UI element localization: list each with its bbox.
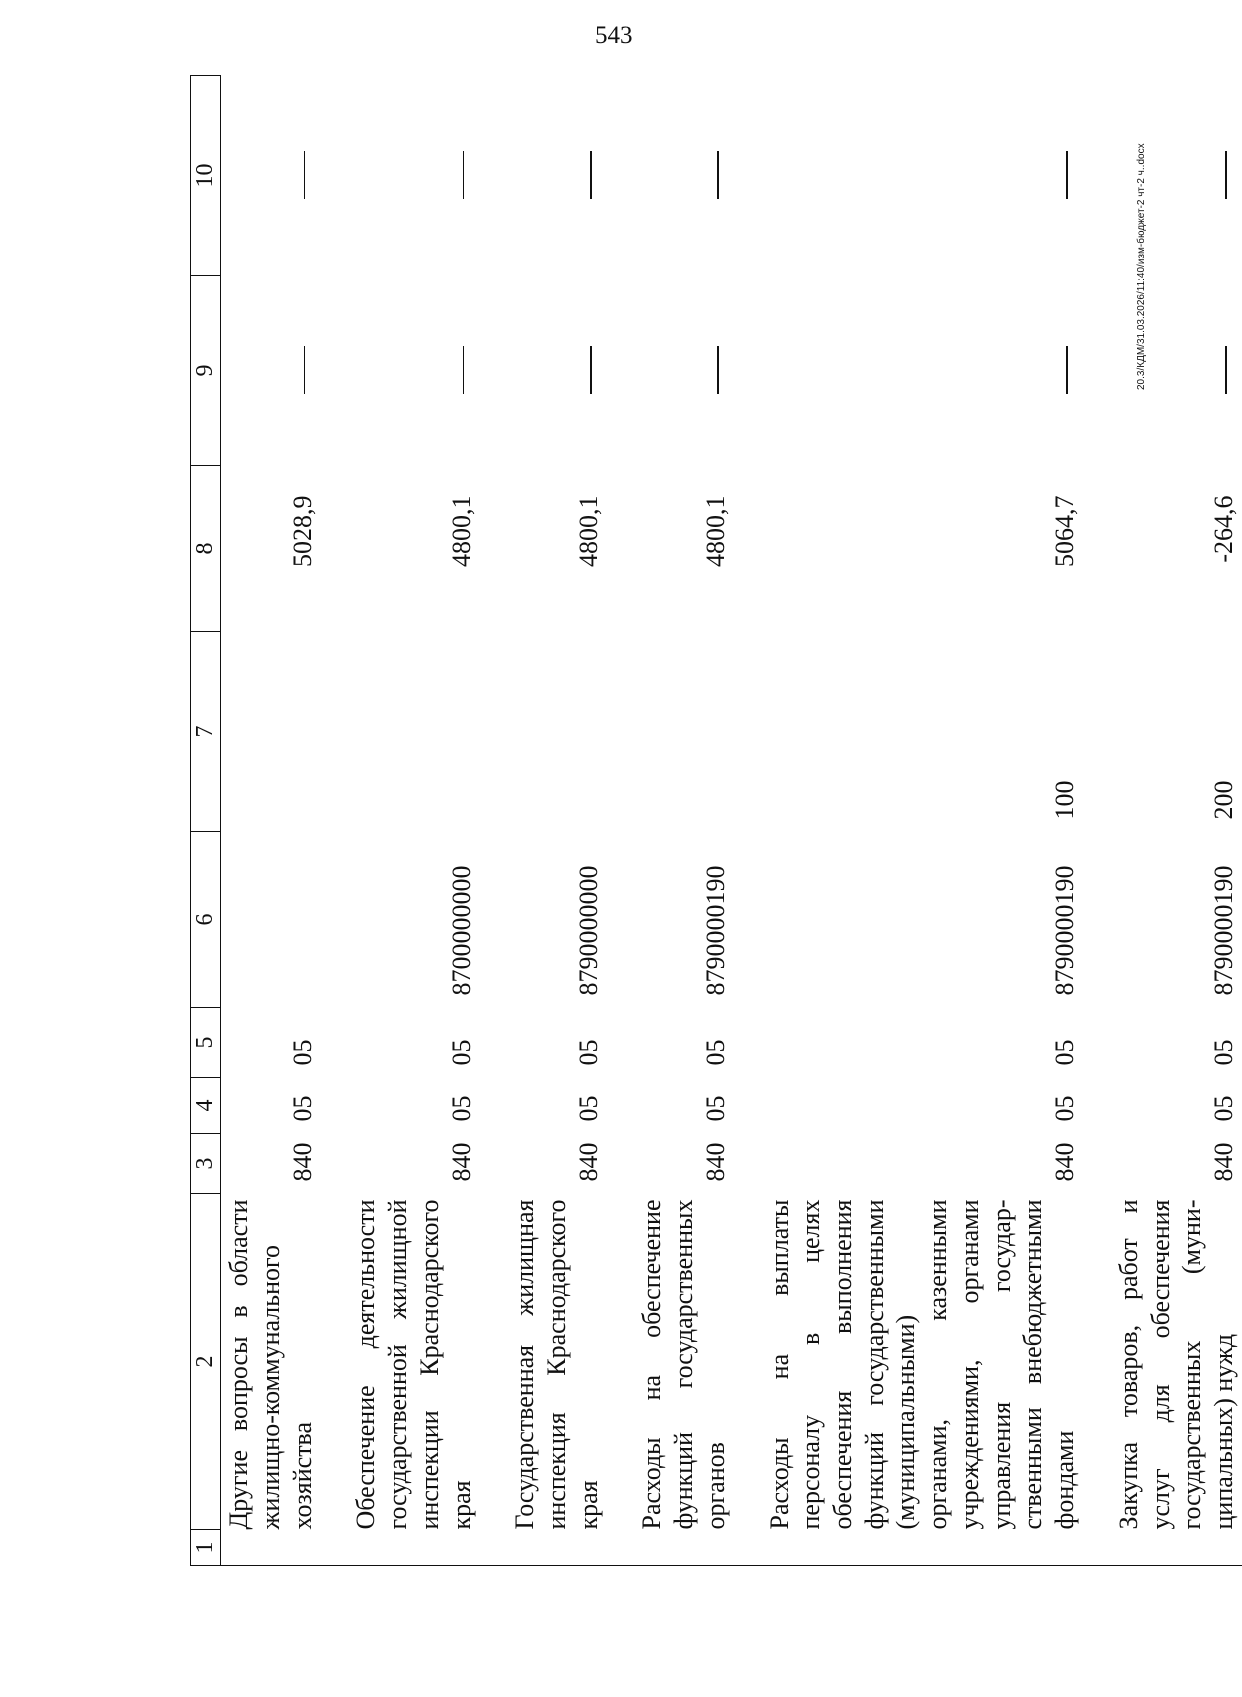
page-number: 543 xyxy=(595,22,633,49)
row-spacer xyxy=(320,76,348,1566)
header-cell-6: 6 xyxy=(191,832,221,1008)
row-expense-type-cell xyxy=(634,632,733,832)
row-name-cell: Расходы на обеспечение функций государственных органов xyxy=(637,1199,730,1530)
row-chapter-cell: 840 xyxy=(1050,1142,1080,1182)
table-row xyxy=(1111,76,1242,1566)
row-section-cell: 05 xyxy=(1050,1095,1080,1122)
dash-mark xyxy=(463,347,465,395)
row-name-cell: Обеспечение деятельности государственной жилищной инспекции Краснодарского края xyxy=(351,1199,476,1530)
row-expense-type-cell xyxy=(348,632,479,832)
table-row xyxy=(762,76,1083,1566)
document-footer-code: 20.3/КДМ/31.03.2026/11:40/изм-бюджет-2 чт-2 ч..docx xyxy=(1136,143,1147,390)
dash-mark xyxy=(304,347,306,395)
row-name-cell: Государственная жилищная инспекция Краснодарского края xyxy=(510,1199,603,1530)
row-col10-cell xyxy=(762,76,1083,276)
row-amount-cell: 4800,1 xyxy=(446,495,476,567)
header-cell-8: 8 xyxy=(191,466,221,632)
table-body xyxy=(221,76,1242,1566)
row-col9-cell xyxy=(762,276,1083,466)
dash-mark xyxy=(1066,347,1068,395)
header-cell-7: 7 xyxy=(191,632,221,832)
budget-table xyxy=(190,75,1242,1566)
row-col1-cell xyxy=(507,1530,606,1566)
row-amount-cell: -264,6 xyxy=(1208,495,1238,563)
row-subsection-cell: 05 xyxy=(573,1039,603,1066)
table-row xyxy=(634,76,733,1566)
row-name-cell: Расходы на выплаты персоналу в целях обеспечения выполнения функций государственными (муниципальными) органами, казенными учреждениями, органами управления государственными внебюджетными фондами xyxy=(764,1199,1080,1530)
row-col10-cell xyxy=(507,76,606,276)
header-cell-9: 9 xyxy=(191,276,221,466)
row-chapter-cell: 840 xyxy=(446,1142,476,1182)
row-name-cell: Другие вопросы в области жилищно-коммунального хозяйства xyxy=(224,1199,317,1530)
row-subsection-cell: 05 xyxy=(1050,1039,1080,1066)
row-chapter-cell: 840 xyxy=(573,1142,603,1182)
row-expense-type-cell xyxy=(221,632,321,832)
row-target-article-cell: 8790000190 xyxy=(1208,865,1238,996)
row-target-article-cell: 8790000000 xyxy=(573,865,603,996)
dash-mark xyxy=(304,152,306,200)
row-section-cell: 05 xyxy=(287,1095,317,1122)
row-section-cell: 05 xyxy=(446,1095,476,1122)
header-cell-1: 1 xyxy=(191,1530,221,1566)
row-col1-cell xyxy=(348,1530,479,1566)
dash-mark xyxy=(463,152,465,200)
row-subsection-cell: 05 xyxy=(700,1039,730,1066)
row-subsection-cell: 05 xyxy=(1208,1039,1238,1066)
row-target-article-cell xyxy=(221,832,321,1008)
row-section-cell: 05 xyxy=(573,1095,603,1122)
table-row xyxy=(348,76,479,1566)
row-col1-cell xyxy=(634,1530,733,1566)
row-col10-cell xyxy=(348,76,479,276)
dash-mark xyxy=(717,152,719,200)
dash-mark xyxy=(590,347,592,395)
row-chapter-cell: 840 xyxy=(700,1142,730,1182)
row-expense-type-cell: 200 xyxy=(1208,780,1238,820)
row-col9-cell xyxy=(348,276,479,466)
dash-mark xyxy=(717,347,719,395)
row-expense-type-cell: 100 xyxy=(1050,780,1080,820)
row-target-article-cell: 8790000190 xyxy=(700,865,730,996)
row-col1-cell xyxy=(1111,1530,1242,1566)
header-cell-2: 2 xyxy=(191,1194,221,1530)
row-amount-cell: 4800,1 xyxy=(700,495,730,567)
header-cell-3: 3 xyxy=(191,1134,221,1194)
table-header-row xyxy=(191,76,221,1566)
row-col1-cell xyxy=(762,1530,1083,1566)
dash-mark xyxy=(1225,347,1227,395)
header-cell-4: 4 xyxy=(191,1078,221,1134)
table-row xyxy=(221,76,321,1566)
row-expense-type-cell xyxy=(507,632,606,832)
row-col9-cell xyxy=(634,276,733,466)
row-amount-cell: 5064,7 xyxy=(1050,495,1080,567)
row-target-article-cell: 8790000190 xyxy=(1050,865,1080,996)
dash-mark xyxy=(590,152,592,200)
row-target-article-cell: 8700000000 xyxy=(446,865,476,996)
header-cell-5: 5 xyxy=(191,1008,221,1078)
row-col9-cell xyxy=(507,276,606,466)
dash-mark xyxy=(1066,152,1068,200)
row-section-cell: 05 xyxy=(700,1095,730,1122)
row-spacer xyxy=(734,76,762,1566)
dash-mark xyxy=(1225,152,1227,200)
header-cell-10: 10 xyxy=(191,76,221,276)
row-chapter-cell: 840 xyxy=(287,1142,317,1182)
row-spacer xyxy=(479,76,507,1566)
table-row xyxy=(507,76,606,1566)
row-col10-cell xyxy=(634,76,733,276)
row-subsection-cell: 05 xyxy=(287,1039,317,1066)
row-col1-cell xyxy=(221,1530,321,1566)
row-section-cell: 05 xyxy=(1208,1095,1238,1122)
row-subsection-cell: 05 xyxy=(446,1039,476,1066)
row-spacer xyxy=(1083,76,1111,1566)
row-chapter-cell: 840 xyxy=(1208,1142,1238,1182)
row-name-cell: Закупка товаров, работ и услуг для обеспечения государственных (муниципальных) нужд xyxy=(1113,1199,1238,1530)
row-col9-cell xyxy=(221,276,321,466)
row-col10-cell xyxy=(1111,76,1242,276)
row-amount-cell: 4800,1 xyxy=(573,495,603,567)
row-spacer xyxy=(606,76,634,1566)
row-col10-cell xyxy=(221,76,321,276)
row-amount-cell: 5028,9 xyxy=(287,495,317,567)
